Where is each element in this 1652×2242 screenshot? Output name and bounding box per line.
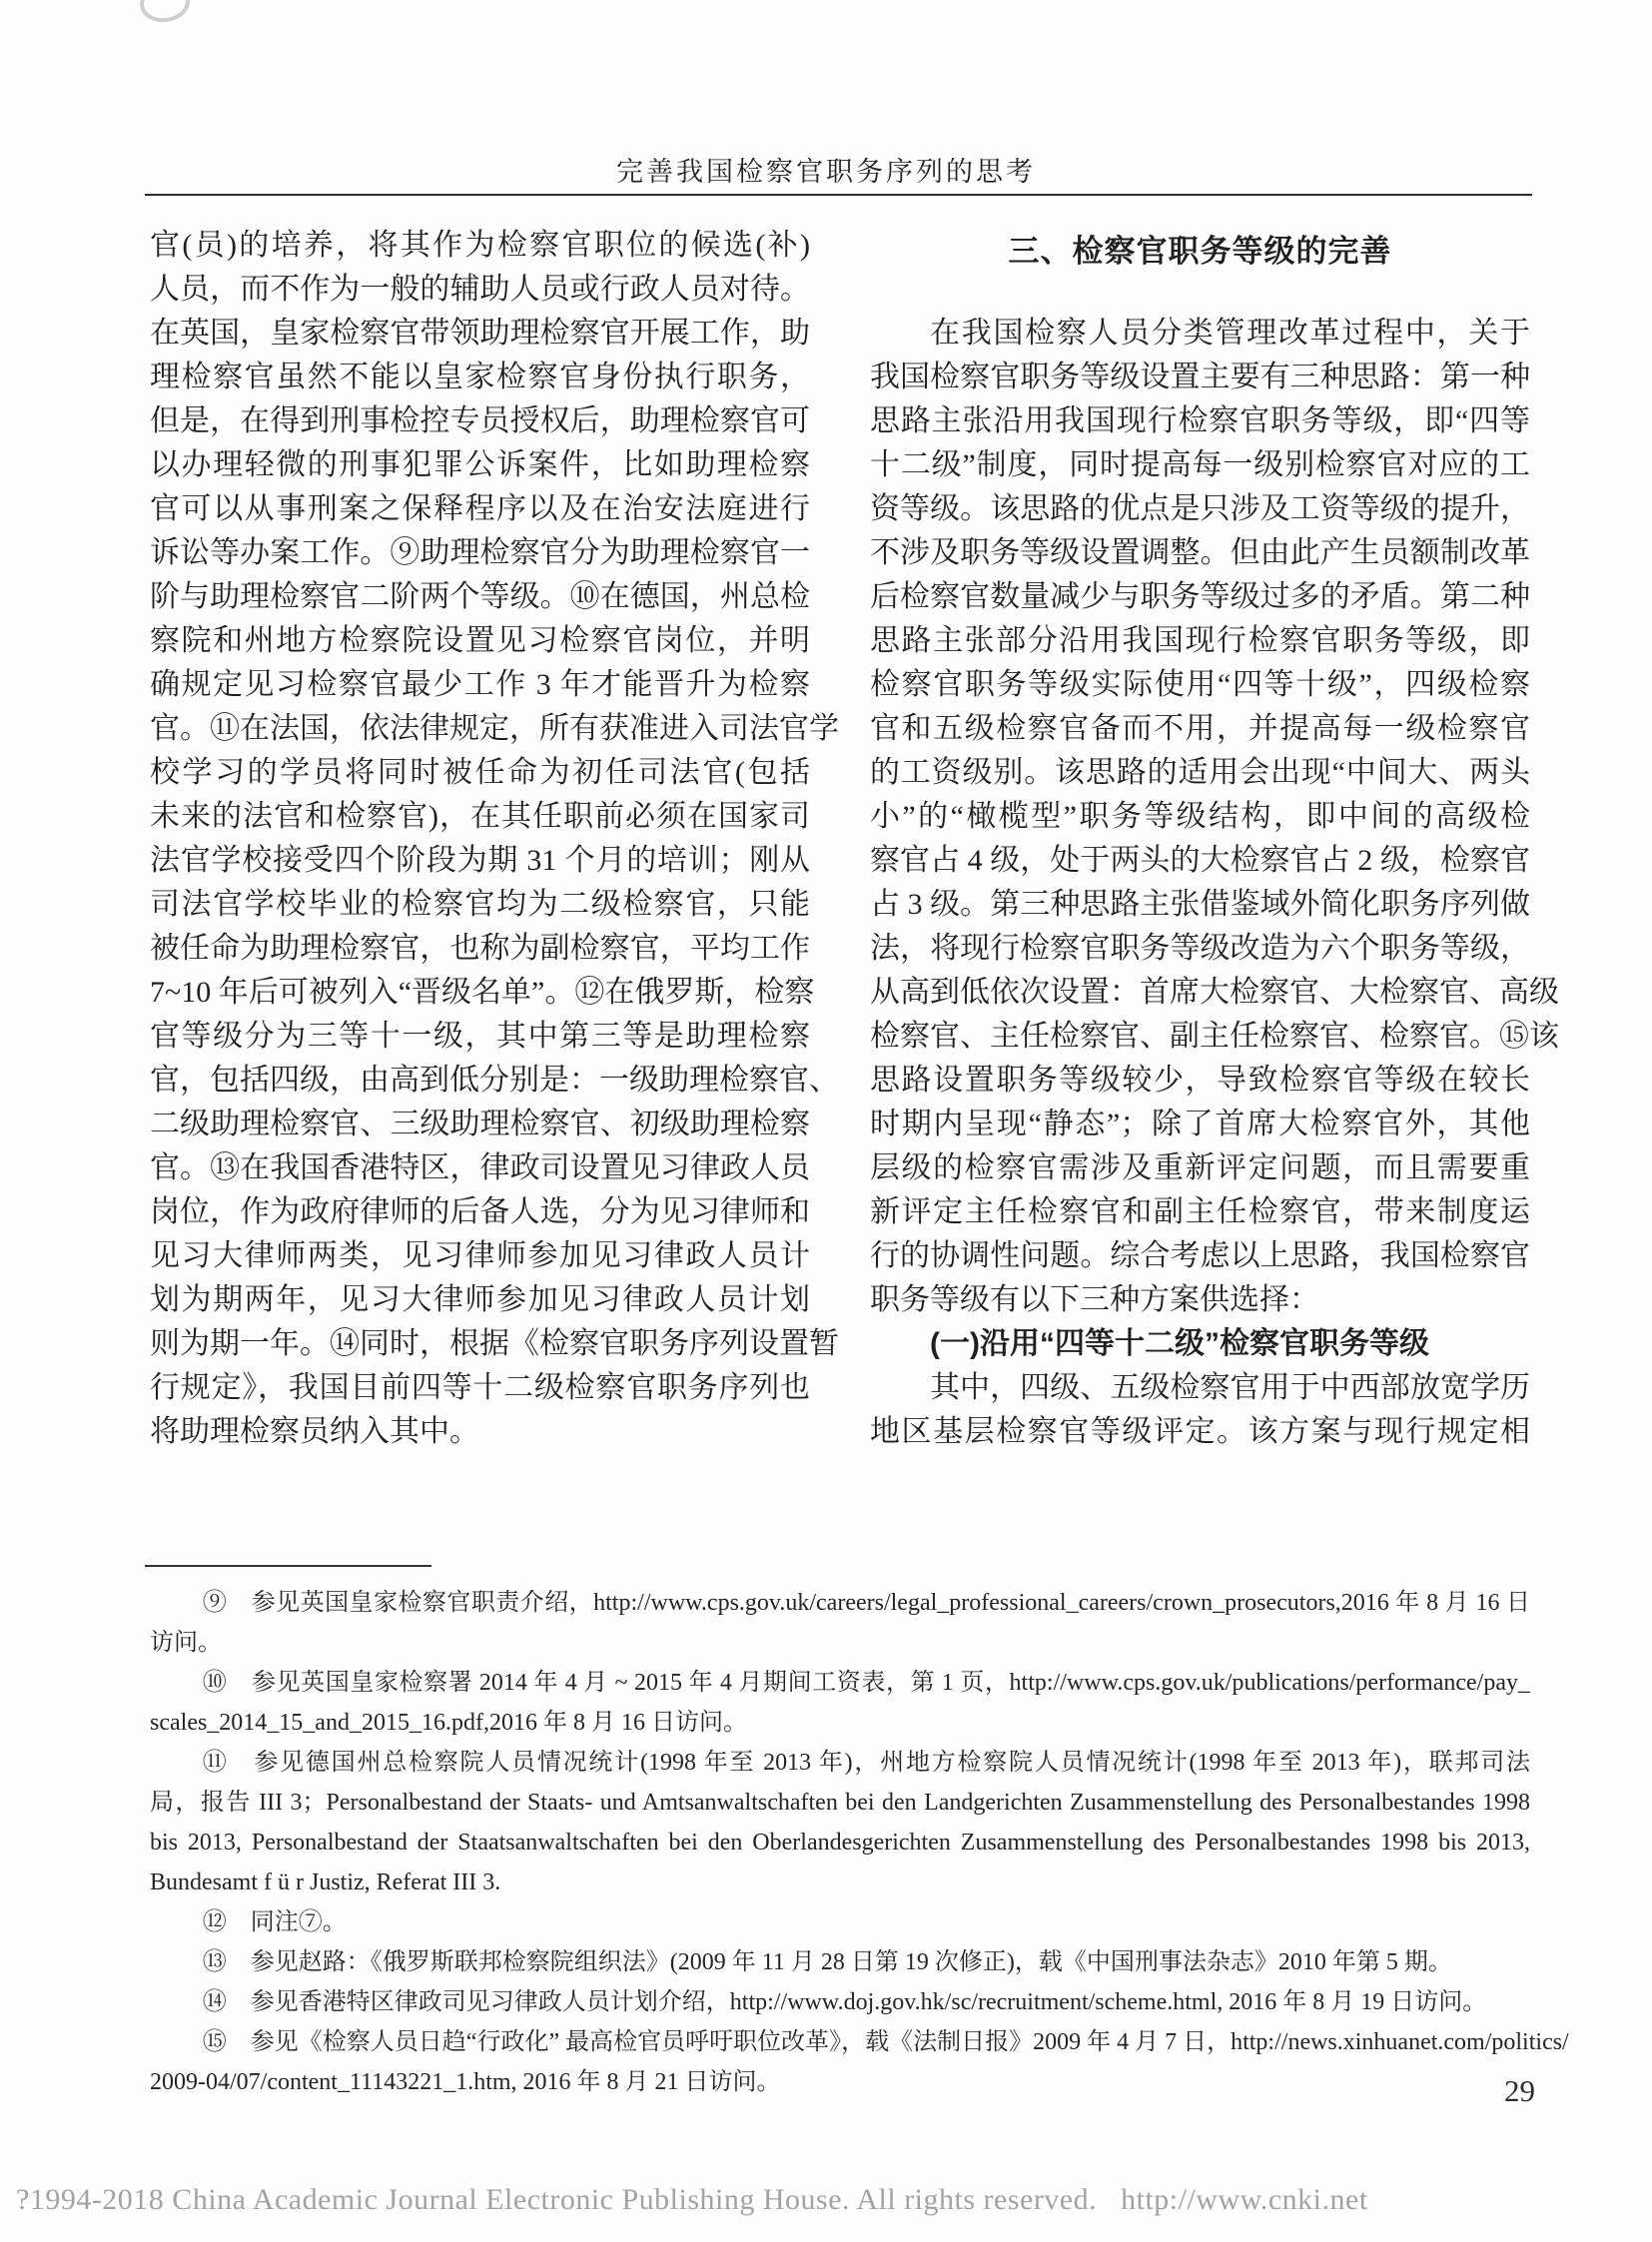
body-text-line: 不涉及职务等级设置调整。但由此产生员额制改革 (870, 536, 1530, 569)
scan-artifact (138, 0, 193, 25)
body-text-line: 将助理检察员纳入其中。 (150, 1415, 479, 1448)
body-text-line: 法官学校接受四个阶段为期 31 个月的培训；刚从 (150, 844, 810, 877)
body-text-line: 二级助理检察官、三级助理检察官、初级助理检察 (150, 1108, 810, 1140)
body-text-line: 未来的法官和检察官)，在其任职前必须在国家司 (150, 800, 810, 833)
body-text-line: 检察官职务等级实际使用“四等十级”，四级检察 (870, 668, 1530, 701)
body-text-line: 资等级。该思路的优点是只涉及工资等级的提升， (870, 492, 1530, 525)
body-text-line: 在我国检察人员分类管理改革过程中，关于 (930, 317, 1530, 350)
body-text-line: 察院和州地方检察院设置见习检察官岗位，并明 (150, 624, 810, 657)
left-column (150, 224, 839, 1454)
copyright-watermark: ?1994-2018 China Academic Journal Electronic Publishing House. All rights reserved. http://www.cnki.net (16, 2183, 1368, 2216)
footnote-line: scales_2014_15_and_2015_16.pdf,2016 年 8 月 16 日访问。 (150, 1710, 747, 1736)
body-text-line: 理检察官虽然不能以皇家检察官身份执行职务， (150, 361, 810, 393)
body-text-line: 官，包括四级，由高到低分别是：一级助理检察官、 (150, 1064, 839, 1097)
body-text-line: 在英国，皇家检察官带领助理检察官开展工作，助 (150, 317, 810, 350)
body-text-line: 层级的检察官需涉及重新评定问题，而且需要重 (870, 1151, 1530, 1184)
footnote-line: ⑬ 参见赵路：《俄罗斯联邦检察院组织法》(2009 年 11 月 28 日第 19 次修正)，载《中国刑事法杂志》2010 年第 5 期。 (202, 1949, 1452, 1975)
body-text-line: 以办理轻微的刑事犯罪公诉案件，比如助理检察 (150, 448, 810, 481)
body-text-line: 人员，而不作为一般的辅助人员或行政人员对待。 (150, 273, 810, 306)
right-column (870, 224, 1559, 1454)
body-text-line: 其中，四级、五级检察官用于中西部放宽学历 (930, 1371, 1530, 1404)
footnote-line: ⑮ 参见《检察人员日趋“行政化” 最高检官员呼吁职位改革》，载《法制日报》2009 年 4 月 7 日，http://news.xinhuanet.com/politics/ (202, 2029, 1569, 2055)
body-text-line: 从高到低依次设置：首席大检察官、大检察官、高级 (870, 976, 1559, 1009)
header-rule (145, 194, 1532, 196)
body-text-line: 后检察官数量减少与职务等级过多的矛盾。第二种 (870, 580, 1530, 613)
body-text-line: 司法官学校毕业的检察官均为二级检察官，只能 (150, 888, 810, 921)
body-text-line: 思路主张沿用我国现行检察官职务等级，即“四等 (870, 404, 1530, 437)
body-text-line: 新评定主任检察官和副主任检察官，带来制度运 (870, 1195, 1530, 1228)
article-body (150, 224, 1559, 1454)
body-text-line: 行的协调性问题。综合考虑以上思路，我国检察官 (870, 1239, 1530, 1272)
footnote-line: 2009-04/07/content_11143221_1.htm, 2016 年 8 月 21 日访问。 (150, 2069, 781, 2095)
body-text-line: 思路主张部分沿用我国现行检察官职务等级，即 (870, 624, 1530, 657)
body-text-line: 但是，在得到刑事检控专员授权后，助理检察官可 (150, 404, 810, 437)
body-text-line: 岗位，作为政府律师的后备人选，分为见习律师和 (150, 1195, 810, 1228)
body-text-line: 小”的“橄榄型”职务等级结构，即中间的高级检 (870, 800, 1530, 833)
body-text-line: 见习大律师两类，见习律师参加见习律政人员计 (150, 1239, 810, 1272)
body-text-line: 占 3 级。第三种思路主张借鉴域外简化职务序列做 (870, 888, 1530, 921)
body-text-line: 被任命为助理检察官，也称为副检察官，平均工作 (150, 932, 810, 965)
page-number: 29 (1504, 2073, 1535, 2108)
body-text-line: 校学习的学员将同时被任命为初任司法官(包括 (150, 756, 810, 789)
footnote-line: ⑨ 参见英国皇家检察官职责介绍，http://www.cps.gov.uk/careers/legal_professional_careers/crown_prosecutors,2016 年 8 月 16 日 (202, 1590, 1530, 1616)
body-text-line: 察官占 4 级，处于两头的大检察官占 2 级，检察官 (870, 844, 1530, 877)
body-text-line: 思路设置职务等级较少，导致检察官等级在较长 (870, 1064, 1530, 1097)
body-text-line: 我国检察官职务等级设置主要有三种思路：第一种 (870, 361, 1530, 393)
footnote-line: Bundesamt f ü r Justiz, Referat III 3. (150, 1869, 501, 1895)
body-text-line: 阶与助理检察官二阶两个等级。⑩在德国，州总检 (150, 580, 810, 613)
body-text-line: 地区基层检察官等级评定。该方案与现行规定相 (870, 1415, 1530, 1448)
footnote-line: ⑫ 同注⑦。 (202, 1909, 347, 1935)
body-text-line: 法，将现行检察官职务等级改造为六个职务等级， (870, 932, 1530, 965)
body-text-line: 确规定见习检察官最少工作 3 年才能晋升为检察 (150, 668, 810, 701)
body-text-line: 时期内呈现“静态”；除了首席大检察官外，其他 (870, 1108, 1530, 1140)
body-text-line: (一)沿用“四等十二级”检察官职务等级 (930, 1327, 1429, 1360)
body-text-line: 检察官、主任检察官、副主任检察官、检察官。⑮该 (870, 1020, 1559, 1053)
body-text-line: 官。⑬在我国香港特区，律政司设置见习律政人员 (150, 1151, 810, 1184)
footnote-separator (145, 1565, 431, 1567)
body-text-line: 官等级分为三等十一级，其中第三等是助理检察 (150, 1020, 810, 1053)
footnote-line: ⑭ 参见香港特区律政司见习律政人员计划介绍，http://www.doj.gov.hk/sc/recruitment/scheme.html, 2016 年 8 月 19 日访问。 (202, 1989, 1487, 2015)
footnotes (150, 1583, 1569, 2102)
body-text-line: 官。⑪在法国，依法律规定，所有获准进入司法官学 (150, 712, 839, 745)
body-text-line: 三、检察官职务等级的完善 (1008, 234, 1392, 269)
body-text-line: 7~10 年后可被列入“晋级名单”。⑫在俄罗斯，检察 (150, 976, 815, 1009)
footnote-line: ⑪ 参见德国州总检察院人员情况统计(1998 年至 2013 年)，州地方检察院人员情况统计(1998 年至 2013 年)，联邦司法 (202, 1750, 1530, 1776)
footnote-line: ⑩ 参见英国皇家检察署 2014 年 4 月 ~ 2015 年 4 月期间工资表，第 1 页，http://www.cps.gov.uk/publications/performance/pay_ (202, 1670, 1530, 1696)
body-text-line: 官(员)的培养，将其作为检察官职位的候选(补) (150, 229, 810, 262)
body-text-line: 行规定》，我国目前四等十二级检察官职务序列也 (150, 1371, 810, 1404)
footnote-line: 访问。 (150, 1630, 222, 1656)
running-head-title: 完善我国检察官职务序列的思考 (616, 157, 1036, 187)
body-text-line: 职务等级有以下三种方案供选择： (870, 1283, 1319, 1316)
footnote-line: bis 2013, Personalbestand der Staatsanwaltschaften bei den Oberlandesgerichten Zusammenstellung des Personalbestandes 1998 bis 2013, (150, 1830, 1530, 1856)
body-text-line: 则为期一年。⑭同时，根据《检察官职务序列设置暂 (150, 1327, 839, 1360)
footnote-line: 局，报告 III 3；Personalbestand der Staats- und Amtsanwaltschaften bei den Landgerichten Zusammenstellung des Personalbestandes 1998 (150, 1790, 1530, 1816)
body-text-line: 的工资级别。该思路的适用会出现“中间大、两头 (870, 756, 1530, 789)
body-text-line: 官可以从事刑案之保释程序以及在治安法庭进行 (150, 492, 810, 525)
body-text-line: 十二级”制度，同时提高每一级别检察官对应的工 (870, 448, 1530, 481)
body-text-line: 官和五级检察官备而不用，并提高每一级检察官 (870, 712, 1530, 745)
body-text-line: 划为期两年，见习大律师参加见习律政人员计划 (150, 1283, 810, 1316)
body-text-line: 诉讼等办案工作。⑨助理检察官分为助理检察官一 (150, 536, 810, 569)
